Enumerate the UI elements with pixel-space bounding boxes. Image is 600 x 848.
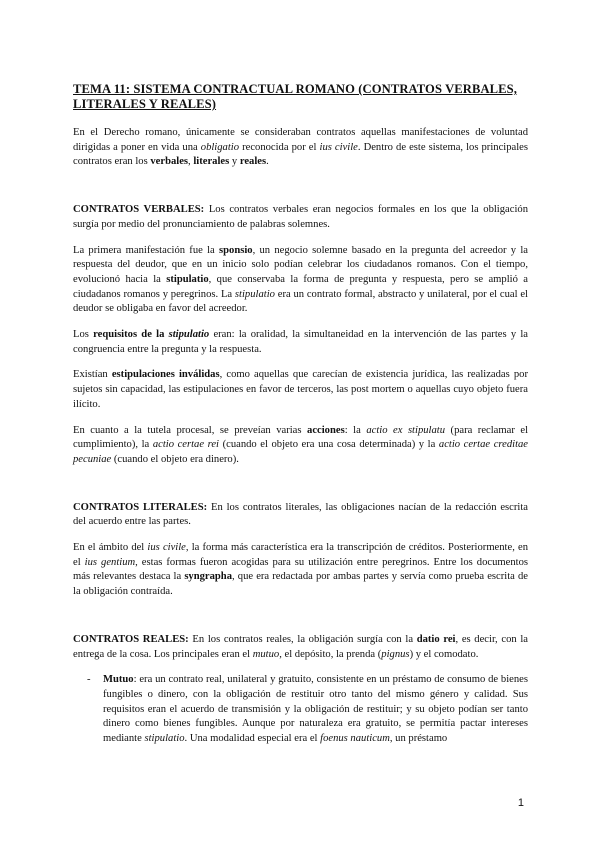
bold-term: estipulaciones inválidas — [111, 369, 220, 381]
text: . — [266, 156, 269, 168]
text: , que era redactada por ambas partes y servía como prueba escrita de la obligación contraída. — [73, 571, 528, 598]
text: , — [188, 156, 194, 168]
document-page — [73, 82, 528, 747]
text: , que conservaba la forma de pregunta y respuesta, pero se amplió a ciudadanos romanos y peregrinos. La — [73, 273, 528, 300]
text: . Dentro de este sistema, los principales contratos eran los — [73, 141, 528, 168]
reales-list — [73, 673, 528, 747]
bold-term: sponsio — [219, 244, 253, 256]
text: : la — [344, 424, 367, 436]
text: : era un contrato real, unilateral y gratuito, consistente en un préstamo de consumo de bienes fungibles o dinero, con la obligación de restituir otro tanto del mismo género y calidad. Sus requisitos eran el acuerdo de transmisión y la obligación de restituir; y su objeto podían ser tanto dinero como bienes fungibles. Aunque por naturaleza era gratuito, se permitía pactar intereses mediante — [103, 674, 528, 745]
italic-term: actio ex stipulatu — [366, 424, 446, 436]
italic-term: ius civile — [319, 141, 358, 153]
italic-term: stipulatio — [234, 288, 275, 300]
text: reconocida por el — [239, 141, 320, 153]
section-heading: CONTRATOS VERBALES: — [73, 204, 205, 216]
text: eran: la oralidad, la simultaneidad en la intervención de las partes y la congruencia entre la pregunta y la respuesta. — [73, 329, 528, 355]
verbales-paragraph-1 — [73, 244, 528, 318]
text: ) y el comodato. — [409, 648, 479, 660]
bold-term: requisitos de la — [93, 329, 169, 341]
text: En el Derecho romano, únicamente se consideraban contratos aquellas manifestaciones de voluntad dirigidas a poner en vida una — [73, 127, 528, 153]
text: La primera manifestación fue la — [73, 244, 220, 256]
text: Los contratos verbales eran negocios formales en los que la obligación surgía por medio del pronunciamiento de palabras solemnes. — [73, 204, 528, 230]
section-reales — [73, 633, 528, 747]
text: En el ámbito del — [73, 542, 148, 554]
document-title: TEMA 11: SISTEMA CONTRACTUAL ROMANO (CONTRATOS VERBALES, LITERALES Y REALES) — [73, 82, 518, 111]
page-number: 1 — [517, 797, 524, 809]
literales-paragraph-1 — [73, 541, 528, 600]
text: (cuando el objeto era una cosa determinada) y la — [219, 439, 439, 451]
text: En los contratos literales, las obligaciones nacían de la redacción escrita del acuerdo entre las partes. — [73, 501, 529, 528]
bold-term: verbales — [150, 156, 189, 168]
bold-term: datio rei — [416, 633, 456, 645]
bold-term: syngrapha — [184, 571, 232, 583]
list-item-mutuo — [87, 673, 528, 747]
verbales-paragraph-3 — [73, 368, 528, 412]
reales-lead — [73, 633, 528, 662]
text: Existían — [73, 369, 112, 381]
bold-term: reales — [239, 156, 267, 168]
italic-term: stipulatio — [144, 733, 185, 745]
italic-term: foenus nauticum — [320, 733, 390, 745]
bold-term: acciones — [307, 424, 345, 436]
bold-italic-term: stipulatio — [168, 329, 210, 341]
verbales-lead — [73, 203, 528, 232]
bold-term: literales — [193, 156, 230, 168]
italic-term: actio certae creditae pecuniae — [73, 439, 529, 465]
text: . Una modalidad especial era el — [184, 733, 321, 745]
text: En los contratos reales, la obligación surgía con la — [188, 633, 417, 645]
text: y — [229, 156, 240, 168]
verbales-paragraph-4 — [73, 424, 528, 468]
section-literales — [73, 501, 528, 600]
text: , el depósito, la prenda ( — [279, 648, 382, 660]
list-dash: - — [87, 674, 91, 686]
intro-paragraph — [73, 126, 528, 170]
text: , es decir, con la entrega de la cosa. Los principales eran el — [73, 633, 528, 660]
bold-term: Mutuo — [103, 674, 134, 686]
italic-term: ius civile — [147, 542, 186, 554]
text: , la forma más característica era la transcripción de créditos. Posteriormente, en el — [73, 542, 529, 568]
text: era un contrato formal, abstracto y unilateral, por el cual el deudor se obligaba en favor del acreedor. — [73, 288, 528, 315]
text: , como aquellas que carecían de existencia jurídica, las realizadas por sujetos sin capacidad, las estipulaciones en favor de terceros, las post mortem o aquellas cuyo objeto fuera ilícito. — [73, 369, 528, 410]
text: (para reclamar el cumplimiento), la — [73, 424, 529, 451]
text: , un negocio solemne basado en la pregunta del acreedor y la respuesta del deudor, que en un inicio solo podían celebrar los ciudadanos romanos. Con el tiempo, evolucionó hacia la — [73, 244, 528, 285]
text: En cuanto a la tutela procesal, se preveían varias — [73, 424, 308, 436]
verbales-paragraph-2 — [73, 328, 528, 357]
italic-term: pignus — [381, 648, 410, 660]
text: , un préstamo — [389, 733, 448, 745]
section-heading: CONTRATOS REALES: — [73, 633, 189, 645]
italic-term: obligatio — [200, 141, 240, 153]
text: , estas formas fueron acogidas para su utilización entre peregrinos. Entre los documentos más relevantes destaca la — [73, 556, 528, 583]
text: (cuando el objeto era dinero). — [111, 453, 239, 465]
italic-term: actio certae rei — [152, 439, 220, 451]
section-heading: CONTRATOS LITERALES: — [73, 501, 208, 513]
italic-term: mutuo — [252, 648, 280, 660]
italic-term: ius gentium — [84, 556, 136, 568]
bold-term: stipulatio — [166, 273, 209, 285]
text: Los — [73, 329, 94, 341]
literales-lead — [73, 501, 528, 530]
section-verbales — [73, 203, 528, 468]
